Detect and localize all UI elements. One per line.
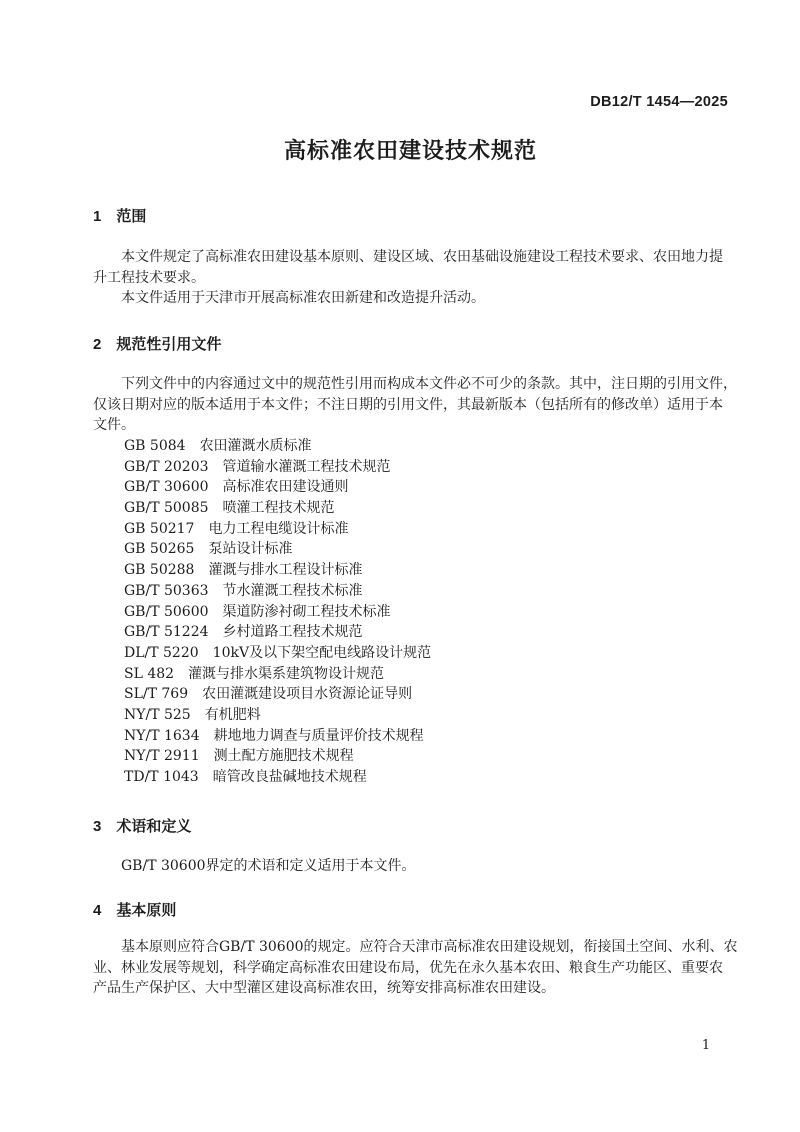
reference-item [93, 457, 753, 478]
reference-code: TD/T 1043 [124, 769, 199, 785]
reference-name: 测土配方施肥技术规程 [213, 748, 354, 765]
reference-name: 渠道防渗衬砌工程技术标准 [222, 603, 391, 620]
section-2-body [93, 374, 753, 436]
paragraph-line: 本文件适用于天津市开展高标准农田新建和改造提升活动。 [121, 290, 485, 307]
normative-references-list [93, 436, 753, 788]
section-3-heading [93, 817, 728, 837]
reference-item [93, 436, 753, 457]
paragraph-line: GB/T 30600界定的术语和定义适用于本文件。 [121, 858, 416, 874]
reference-code: DL/T 5220 [124, 644, 199, 661]
reference-name: 泵站设计标准 [208, 541, 293, 558]
reference-name: 10kV及以下架空配电线路设计规范 [212, 644, 432, 661]
clause-number: 2 [93, 336, 102, 353]
reference-item [93, 539, 753, 560]
doc-code: DB12/T 1454—2025 [590, 94, 728, 110]
page-number: 1 [701, 1038, 711, 1053]
reference-item [93, 622, 753, 643]
reference-item [93, 684, 753, 705]
paragraph-line: 升工程技术要求。 [93, 269, 205, 286]
reference-code: NY/T 525 [124, 706, 191, 723]
clause-number: 1 [93, 208, 102, 225]
section-1-heading [93, 207, 728, 227]
reference-item [93, 560, 753, 581]
reference-code: GB 50217 [124, 520, 195, 537]
section-4-heading [93, 901, 728, 921]
section-1-body [93, 247, 753, 309]
reference-code: GB/T 20203 [124, 458, 209, 475]
paragraph-line: 业、林业发展等规划，科学确定高标准农田建设布局，优先在永久基本农田、粮食生产功能区、重要农 [93, 959, 723, 976]
paragraph-line: 文件。 [93, 417, 135, 434]
reference-code: GB/T 50600 [124, 603, 209, 620]
reference-name: 高标准农田建设通则 [222, 479, 349, 496]
document-title: 高标准农田建设技术规范 [283, 138, 537, 163]
reference-code: GB/T 30600 [124, 479, 209, 496]
reference-item [93, 664, 753, 685]
section-3-body [93, 856, 753, 877]
reference-code: GB 50288 [124, 562, 195, 579]
reference-code: GB 50265 [124, 541, 195, 558]
reference-name: 有机肥料 [204, 706, 261, 723]
section-4-body [93, 937, 753, 999]
paragraph-line: 下列文件中的内容通过文中的规范性引用而构成本文件必不可少的条款。其中，注日期的引用文件， [121, 376, 737, 392]
clause-title: 规范性引用文件 [116, 336, 222, 353]
paragraph-line: 基本原则应符合GB/T 30600的规定。应符合天津市高标准农田建设规划，衔接国土空间、水利、农 [121, 939, 738, 955]
reference-item [93, 602, 753, 623]
reference-name: 灌溉与排水工程设计标准 [208, 562, 363, 579]
reference-name: 灌溉与排水渠系建筑物设计规范 [188, 665, 385, 682]
paragraph-line: 仅该日期对应的版本适用于本文件；不注日期的引用文件，其最新版本（包括所有的修改单）适用于本 [93, 396, 723, 413]
clause-title: 术语和定义 [116, 818, 192, 835]
reference-item [93, 746, 753, 767]
clause-number: 3 [93, 818, 102, 835]
clause-number: 4 [93, 902, 102, 919]
reference-item [93, 498, 753, 519]
reference-item [93, 767, 753, 788]
reference-name: 耕地地力调查与质量评价技术规程 [213, 727, 424, 744]
reference-name: 农田灌溉建设项目水资源论证导则 [202, 686, 413, 703]
reference-code: GB 5084 [124, 438, 186, 454]
clause-title: 范围 [116, 208, 147, 225]
reference-name: 节水灌溉工程技术标准 [222, 582, 363, 599]
paragraph-line: 本文件规定了高标准农田建设基本原则、建设区域、农田基础设施建设工程技术要求、农田地力提 [121, 249, 723, 265]
reference-name: 农田灌溉水质标准 [199, 438, 312, 454]
reference-name: 管道输水灌溉工程技术规范 [222, 458, 391, 475]
reference-item [93, 581, 753, 602]
reference-code: SL 482 [124, 665, 175, 682]
reference-code: GB/T 51224 [124, 624, 209, 641]
reference-code: GB/T 50363 [124, 582, 209, 599]
reference-item [93, 519, 753, 540]
reference-name: 暗管改良盐碱地技术规程 [212, 769, 367, 785]
reference-code: NY/T 1634 [124, 727, 200, 744]
reference-code: SL/T 769 [124, 686, 189, 703]
reference-item [93, 643, 753, 664]
clause-title: 基本原则 [116, 902, 177, 919]
paragraph-line: 产品生产保护区、大中型灌区建设高标准农田，统筹安排高标准农田建设。 [93, 980, 555, 997]
reference-name: 电力工程电缆设计标准 [208, 520, 349, 537]
reference-item [93, 726, 753, 747]
reference-item [93, 705, 753, 726]
reference-name: 乡村道路工程技术规范 [222, 624, 363, 641]
reference-code: GB/T 50085 [124, 500, 209, 517]
reference-name: 喷灌工程技术规范 [222, 500, 335, 517]
reference-code: NY/T 2911 [124, 748, 200, 765]
reference-item [93, 477, 753, 498]
section-2-heading [93, 335, 728, 355]
